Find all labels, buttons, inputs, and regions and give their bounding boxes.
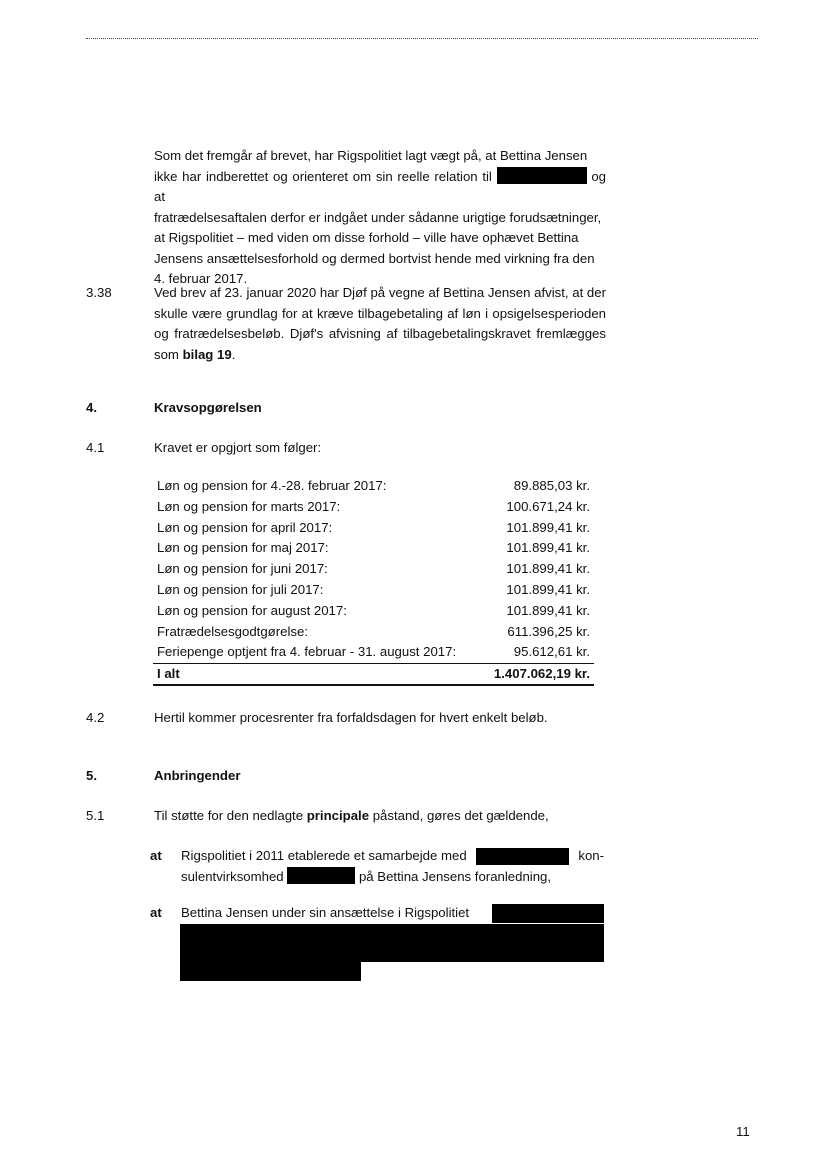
claim-label: Feriepenge optjent fra 4. februar - 31. august 2017: <box>153 642 482 663</box>
intro-text: ikke har indberettet og orienteret om sin reelle relation til <box>154 168 492 184</box>
claim-row <box>153 642 594 663</box>
emphasis-text: principale <box>306 808 370 823</box>
claim-amount: 101.899,41 kr. <box>506 581 590 597</box>
paragraph-4-2: Hertil kommer procesrenter fra forfaldsdagen for hvert enkelt beløb. <box>154 710 548 725</box>
claim-amount: 101.899,41 kr. <box>506 561 590 577</box>
intro-line: Som det fremgår af brevet, har Rigspolitiet lagt vægt på, at Bettina Jensen <box>154 148 588 163</box>
section-number: 3.38 <box>86 285 112 300</box>
at-text: Bettina Jensen under sin ansættelse i Rigspolitiet <box>181 905 470 920</box>
claim-row <box>153 518 594 539</box>
claim-amount: 101.899,41 kr. <box>506 519 590 535</box>
claim-amount: 101.899,41 kr. <box>506 602 590 618</box>
section-heading: Kravsopgørelsen <box>154 400 262 415</box>
intro-paragraph <box>154 146 606 290</box>
claim-row <box>153 559 594 580</box>
at-text: Rigspolitiet i 2011 etablerede et samarbejde med <box>181 848 467 863</box>
paragraph-5-1 <box>154 806 606 827</box>
section-number: 4.1 <box>86 440 105 455</box>
claim-label: Løn og pension for april 2017: <box>157 519 333 535</box>
claim-amount: 100.671,24 kr. <box>506 498 590 514</box>
claim-label: Løn og pension for maj 2017: <box>157 540 329 556</box>
intro-line: at Rigspolitiet – med viden om disse forhold – ville have ophævet Bettina <box>154 230 579 245</box>
paragraph-text: . <box>231 346 236 362</box>
claim-amount: 89.885,03 kr. <box>513 478 590 493</box>
redaction-block <box>492 904 604 923</box>
redaction-block <box>180 943 604 962</box>
exhibit-reference: bilag 19 <box>182 346 232 362</box>
at-line <box>181 867 604 888</box>
section-heading: Anbringender <box>154 768 241 783</box>
section-number: 4.2 <box>86 710 105 725</box>
claim-row <box>153 601 594 622</box>
at-line <box>181 846 604 867</box>
redaction-block <box>476 848 569 865</box>
paragraph-4-1: Kravet er opgjort som følger: <box>154 440 322 455</box>
intro-text: og at <box>154 168 606 204</box>
total-amount: 1.407.062,19 kr. <box>482 664 594 686</box>
at-text: på Bettina Jensens foranledning, <box>358 868 552 884</box>
claim-label: Løn og pension for juni 2017: <box>157 561 328 577</box>
redaction-block <box>180 962 361 981</box>
claim-label: Løn og pension for marts 2017: <box>157 498 341 514</box>
at-text: kon- <box>578 848 604 863</box>
claim-label: Fratrædelsesgodtgørelse: <box>157 623 308 639</box>
claim-label: Løn og pension for august 2017: <box>157 602 347 618</box>
at-marker: at <box>150 848 162 863</box>
total-label: I alt <box>153 664 482 686</box>
claim-row <box>153 497 594 518</box>
header-dotted-rule <box>86 38 758 39</box>
claim-row <box>153 622 594 643</box>
at-marker: at <box>150 905 162 920</box>
paragraph-text: påstand, gøres det gældende, <box>372 808 549 823</box>
paragraph-3-38 <box>154 283 606 365</box>
redaction-block <box>287 867 355 884</box>
claim-row <box>153 476 594 497</box>
intro-line: 4. februar 2017. <box>154 271 248 286</box>
total-row <box>153 664 594 686</box>
paragraph-text: Til støtte for den nedlagte <box>154 808 304 823</box>
redaction-block <box>497 167 587 184</box>
claim-row <box>153 538 594 559</box>
claim-amount: 611.396,25 kr. <box>507 623 590 639</box>
intro-line <box>154 167 606 208</box>
page-number: 11 <box>736 1124 750 1139</box>
paragraph-text: Ved brev af 23. januar 2020 har Djøf på vegne af Bettina Jensen afvist, at der skulle være grundlag for at kræve tilbagebetaling af løn i opsigelsesperioden og fratrædelsesbeløb. Djøf's afvisning af tilbagebetalingskravet fremlægges som <box>154 285 606 362</box>
claims-table <box>153 476 594 686</box>
claim-label: Løn og pension for juli 2017: <box>157 581 324 597</box>
intro-line: Jensens ansættelsesforhold og dermed bortvist hende med virkning fra den <box>154 250 595 266</box>
at-paragraph-1 <box>181 846 604 887</box>
intro-line: fratrædelsesaftalen derfor er indgået under sådanne urigtige forudsætninger, <box>154 209 602 225</box>
section-number: 5.1 <box>86 808 105 823</box>
claim-amount: 101.899,41 kr. <box>506 540 590 556</box>
at-text: sulentvirksomhed <box>181 868 284 884</box>
redaction-block <box>180 924 604 943</box>
section-number: 5. <box>86 768 97 783</box>
claim-row <box>153 580 594 601</box>
claim-label: Løn og pension for 4.-28. februar 2017: <box>157 478 387 493</box>
section-number: 4. <box>86 400 97 415</box>
claim-amount: 95.612,61 kr. <box>482 642 594 663</box>
